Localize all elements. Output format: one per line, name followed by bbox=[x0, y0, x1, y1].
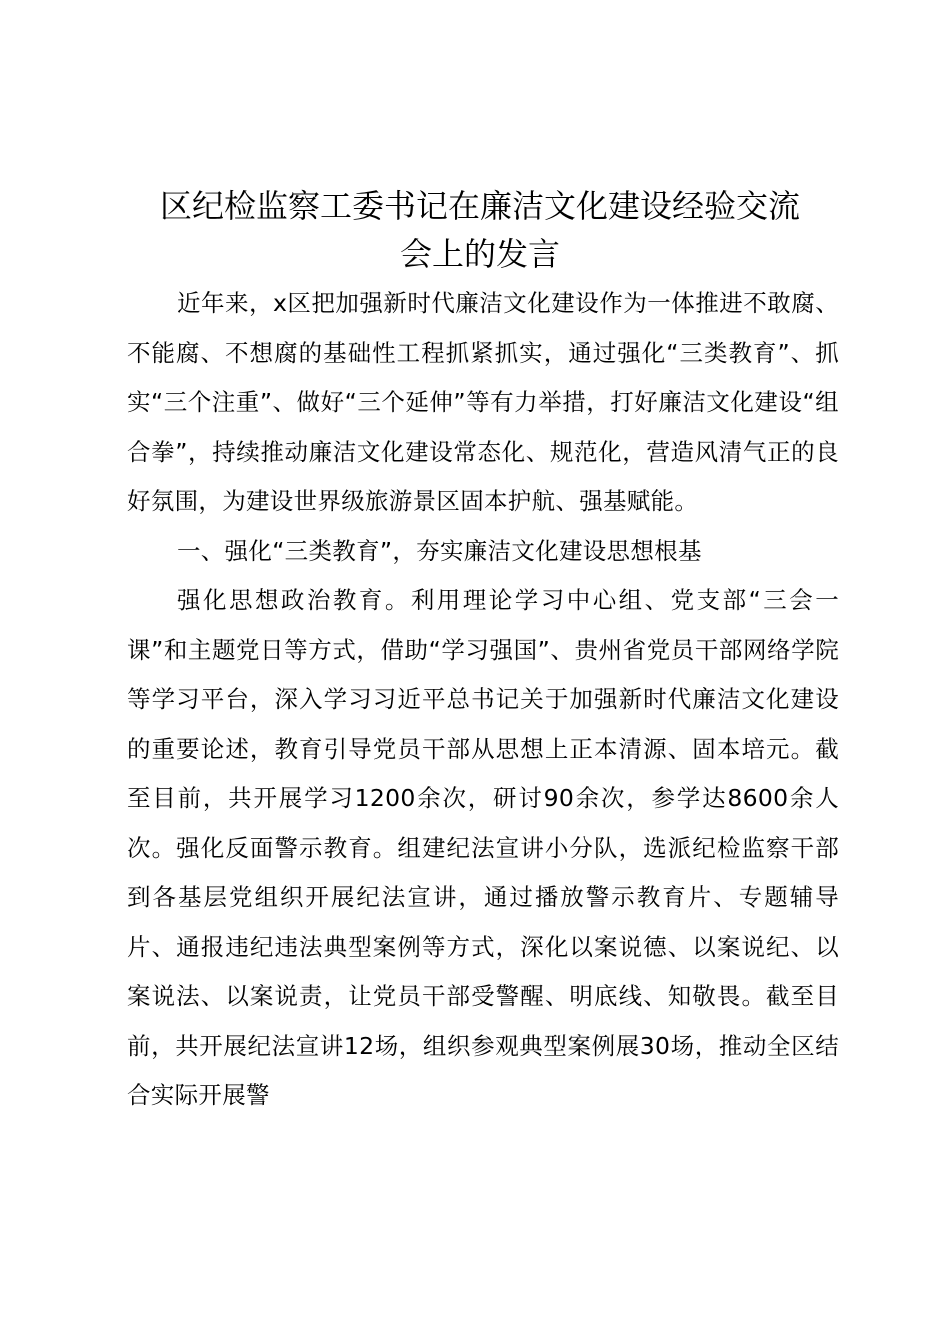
title-line-2: 会上的发言 bbox=[399, 235, 560, 273]
section-heading: 一、强化“三类教育”，夯实廉洁文化建设思想根基 bbox=[177, 536, 702, 565]
title-line-1: 区纪检监察工委书记在廉洁文化建设经验交流 bbox=[159, 187, 800, 225]
intro-paragraph: 近年来，x区把加强新时代廉洁文化建设作为一体推进不敢腐、不能腐、不想腐的基础性工程抓紧抓实，通过强化“三类教育”、抓实“三个注重”、做好“三个延伸”等有力举措，打好廉洁文化建设“组合拳”，持续推动廉洁文化建设常态化、规范化，营造风清气正的良好氛围，为建设世界级旅游景区固本护航、强基赋能。 bbox=[127, 289, 839, 515]
document-body bbox=[127, 279, 839, 1121]
document-title bbox=[120, 182, 840, 278]
section-paragraph: 强化思想政治教育。利用理论学习中心组、党支部“三会一课”和主题党日等方式，借助“学习强国”、贵州省党员干部网络学院等学习平台，深入学习习近平总书记关于加强新时代廉洁文化建设的重要论述，教育引导党员干部从思想上正本清源、固本培元。截至目前，共开展学习1200余次，研讨90余次，参学达8600余人次。强化反面警示教育。组建纪法宣讲小分队，选派纪检监察干部到各基层党组织开展纪法宣讲，通过播放警示教育片、专题辅导片、通报违纪违法典型案例等方式，深化以案说德、以案说纪、以案说法、以案说责，让党员干部受警醒、明底线、知敬畏。截至目前，共开展纪法宣讲12场，组织参观典型案例展30场，推动全区结合实际开展警 bbox=[127, 586, 839, 1109]
